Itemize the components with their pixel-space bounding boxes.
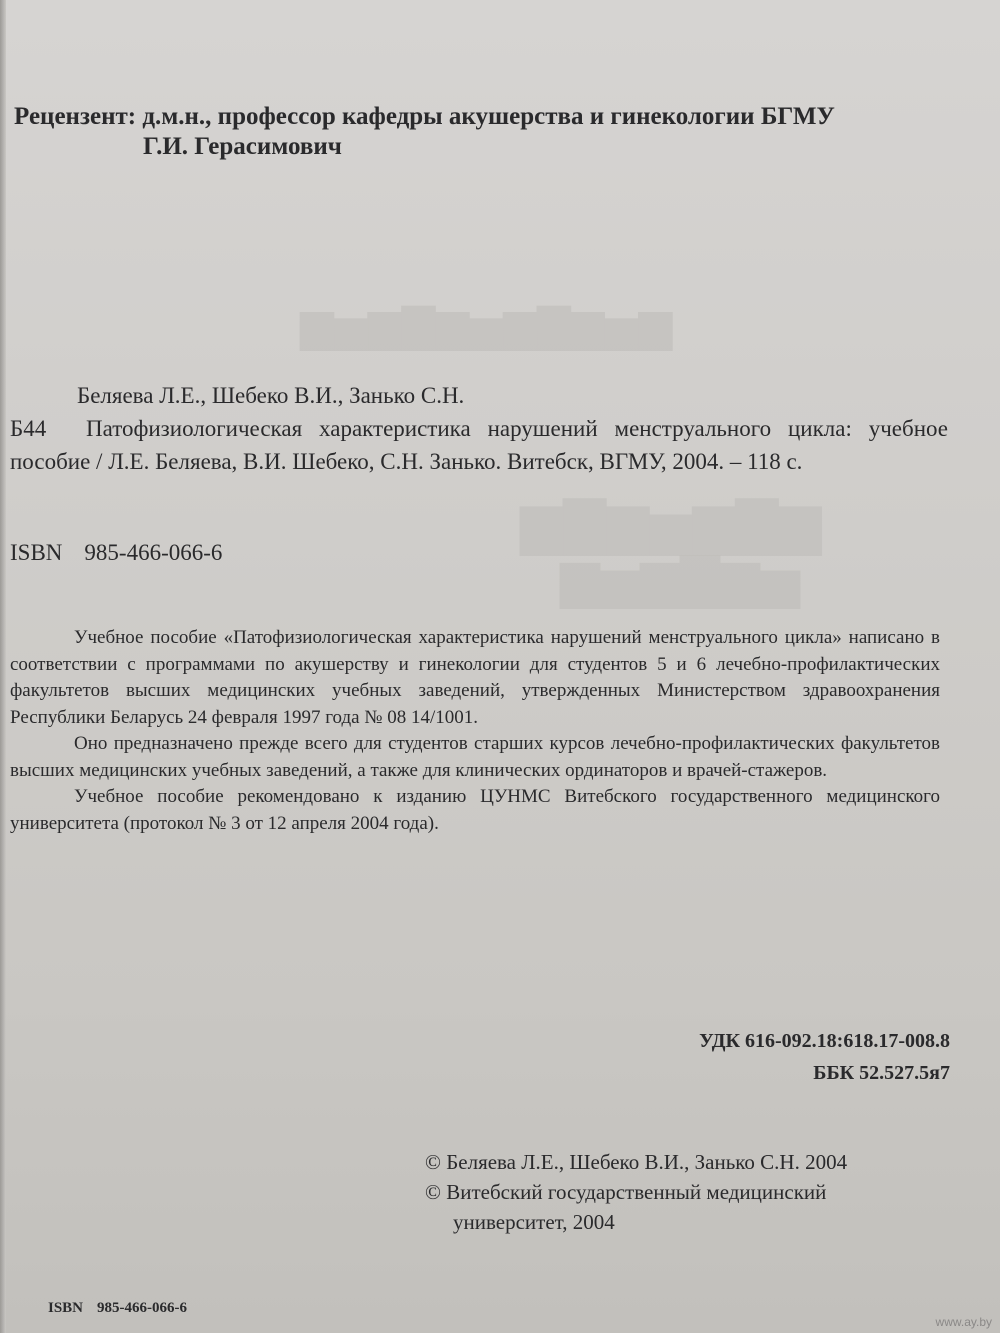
bbk-code: ББК 52.527.5я7 <box>813 1062 950 1084</box>
abstract <box>10 625 940 837</box>
footer-isbn <box>48 1300 187 1317</box>
isbn-value: 985-466-066-6 <box>84 540 223 565</box>
footer-isbn-value: 985-466-066-6 <box>97 1300 188 1316</box>
copyright-university: © Витебский государственный медицинский <box>425 1180 827 1204</box>
catalog-code: Б44 <box>10 416 47 441</box>
udk-code: УДК 616-092.18:618.17-008.8 <box>699 1030 950 1052</box>
reverse-side-bleed: ▅▆▇▆▅▆ <box>560 551 800 608</box>
page-edge-shadow <box>0 0 6 1333</box>
catalog-description: Патофизиологическая характеристика нарушений менструального цикла: учебное пособие / Л.Е. Беляева, В.И. Шебеко, С.Н. Занько. Витебск, ВГМУ, 2004. – 118 с. <box>10 416 948 474</box>
footer-isbn-label: ISBN <box>48 1300 84 1316</box>
abstract-paragraph: Учебное пособие «Патофизиологическая характеристика нарушений менструального цикла» написано в соответствии с программами по акушерству и гинекологии для студентов 5 и 6 лечебно-профилактических факультетов высших медицинских учебных заведений, утвержденных Министерством здравоохранения Республики Беларусь 24 февраля 1997 года № 08 14/1001. <box>10 627 940 728</box>
reviewer-name: Г.И. Герасимович <box>143 133 342 160</box>
site-watermark: www.ay.by <box>935 1315 992 1329</box>
copyright-block <box>425 1147 847 1237</box>
isbn-label: ISBN <box>10 540 63 565</box>
abstract-paragraph: Учебное пособие рекомендовано к изданию ЦУНМС Витебского государственного медицинского университета (протокол № 3 от 12 апреля 2004 года). <box>10 786 940 834</box>
reviewer-line: Рецензент: д.м.н., профессор кафедры акушерства и гинекологии БГМУ <box>14 103 835 130</box>
catalog-description-block <box>10 412 948 478</box>
isbn-line <box>10 540 222 566</box>
reverse-side-bleed: ▆▇▆▅▆▇▆ <box>520 493 822 555</box>
abstract-paragraph: Оно предназначено прежде всего для студентов старших курсов лечебно-профилактических факультетов высших медицинских учебных заведений, а также для клинических ординаторов и врачей-стажеров. <box>10 733 940 781</box>
reverse-side-bleed: ▆▅▆▇▆▅▆▇▆▅▆ <box>300 301 673 350</box>
copyright-authors: © Беляева Л.Е., Шебеко В.И., Занько С.Н. 2004 <box>425 1150 848 1174</box>
catalog-authors: Беляева Л.Е., Шебеко В.И., Занько С.Н. <box>77 383 465 408</box>
copyright-university-cont: университет, 2004 <box>453 1210 615 1234</box>
